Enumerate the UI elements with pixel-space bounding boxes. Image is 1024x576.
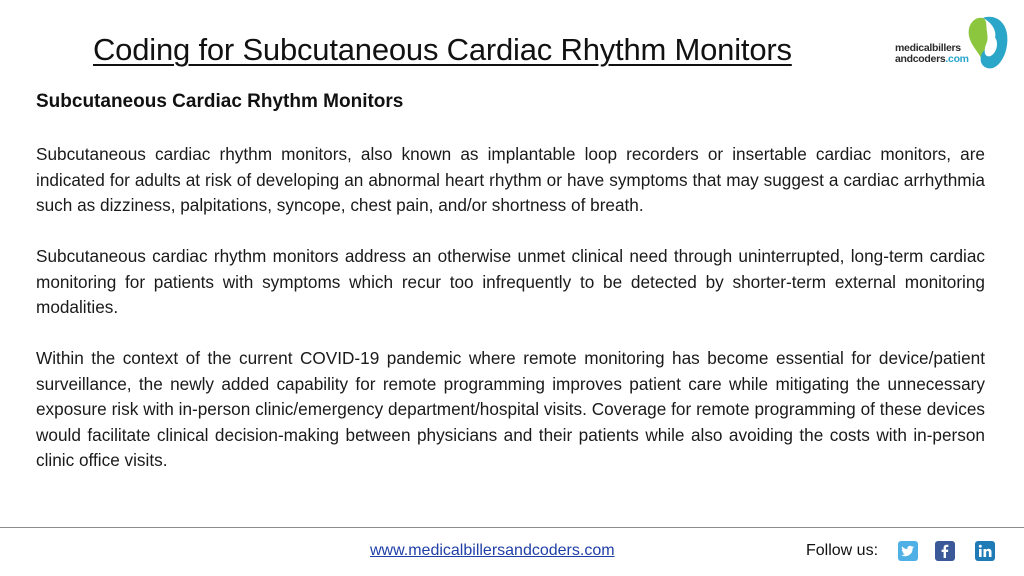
facebook-icon[interactable] [935, 541, 955, 561]
logo-line-2: andcoders [895, 53, 946, 65]
section-heading: Subcutaneous Cardiac Rhythm Monitors [36, 91, 404, 112]
footer-divider [0, 527, 1024, 528]
paragraph-2: Subcutaneous cardiac rhythm monitors address an otherwise unmet clinical need through uninterrupted, long-term cardiac monitoring for patients with symptoms which recur too infrequently to be detected by shorter-term external monitoring modalities. [36, 246, 985, 318]
company-logo [893, 12, 1019, 72]
linkedin-icon[interactable] [975, 541, 995, 561]
slide-title: Coding for Subcutaneous Cardiac Rhythm Monitors [93, 32, 792, 67]
follow-us-label: Follow us: [806, 542, 879, 559]
logo-suffix: .com [945, 53, 969, 65]
paragraph-1: Subcutaneous cardiac rhythm monitors, also known as implantable loop recorders or insertable cardiac monitors, are indicated for adults at risk of developing an abnormal heart rhythm or have symptoms that may suggest a cardiac arrhythmia such as dizziness, palpitations, syncope, chest pain, and/or shortness of breath. [36, 144, 985, 216]
logo-line-1: medicalbillers [895, 42, 961, 54]
paragraph-3: Within the context of the current COVID-19 pandemic where remote monitoring has become essential for device/patient surveillance, the newly added capability for remote programming improves patient care while mitigating the unnecessary exposure risk with in-person clinic/emergency department/hospital visits. Coverage for remote programming of these devices would facilitate clinical decision-making between physicians and their patients while also avoiding the costs with in-person clinic office visits. [36, 348, 985, 471]
medicalbillersandcoders-logo-icon [953, 12, 1013, 72]
twitter-icon[interactable] [898, 541, 918, 561]
website-link[interactable]: www.medicalbillersandcoders.com [370, 542, 615, 559]
